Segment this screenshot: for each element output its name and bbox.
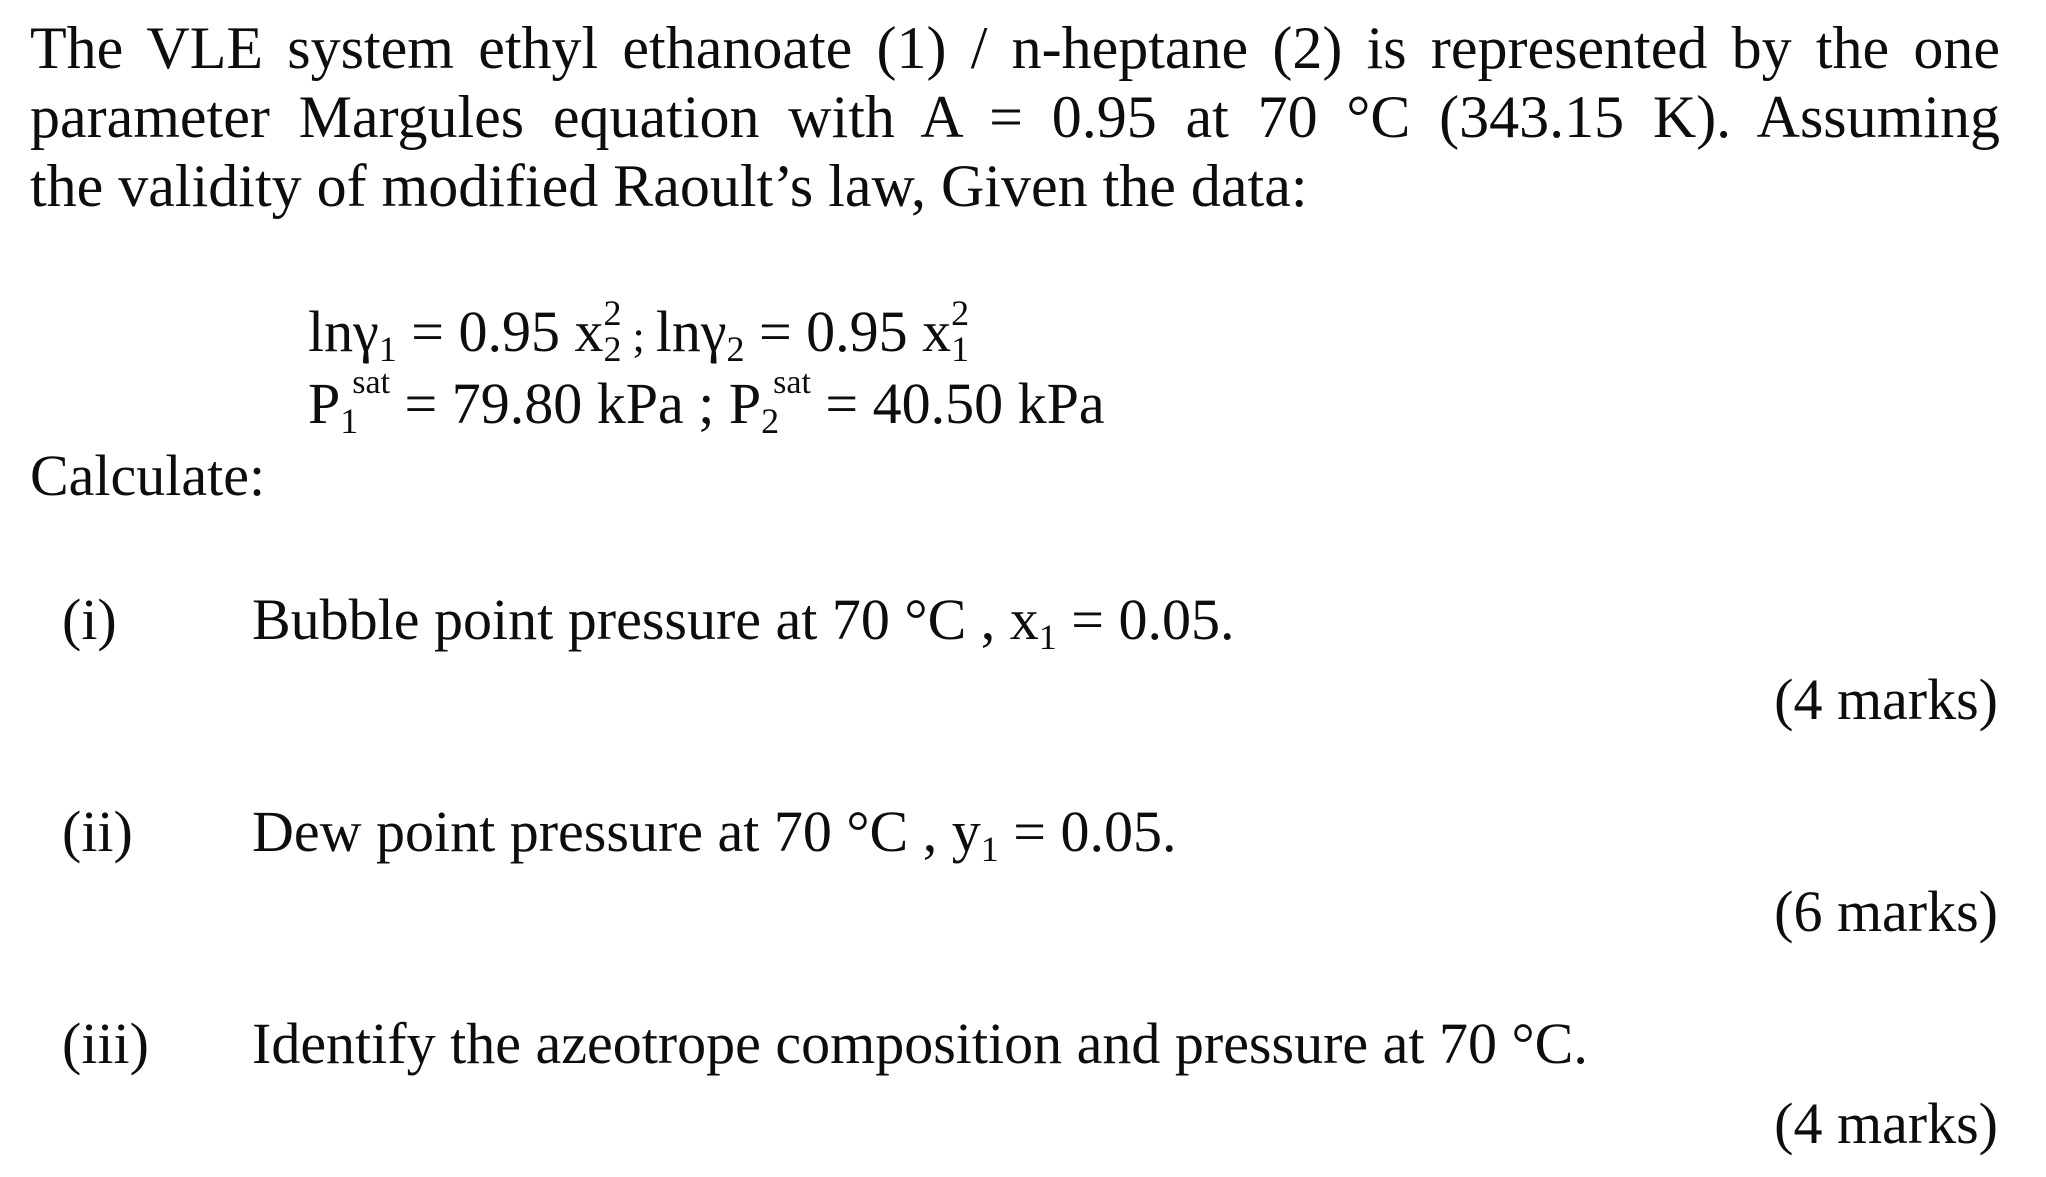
ln-gamma2-label: lnγ: [655, 299, 727, 364]
problem-statement: [30, 14, 2000, 221]
question-3-text-main: Identify the azeotrope composition and pressure at 70 °C.: [252, 1011, 1588, 1076]
p1-sat-value: = 79.80 kPa ;: [390, 371, 729, 436]
p1-sat-label: P: [308, 371, 341, 436]
p1-subscript: 1: [340, 401, 359, 441]
question-2-marks: (6 marks): [1774, 879, 1998, 944]
question-1-text: [252, 586, 1235, 657]
p2-subscript: 2: [761, 401, 780, 441]
ln-gamma1-x-subscript: 2: [603, 329, 622, 369]
question-2-text: [252, 798, 1177, 869]
question-1-marks: (4 marks): [1774, 667, 1998, 732]
question-2-text-main: Dew point pressure at 70 °C , y: [252, 799, 981, 864]
calculate-heading: Calculate:: [30, 443, 266, 508]
question-2-text-value: = 0.05.: [998, 799, 1177, 864]
activity-coefficient-equations: [308, 293, 970, 369]
saturation-pressure-equations: [308, 364, 1105, 441]
problem-statement-line-2: parameter Margules equation with A = 0.95 at 70 °C (343.15 K). Assuming: [30, 84, 2000, 150]
question-1-text-value: = 0.05.: [1056, 587, 1235, 652]
question-1-text-main: Bubble point pressure at 70 °C , x: [252, 587, 1039, 652]
p1-superscript: sat: [352, 364, 391, 401]
ln-gamma2-x-subscript: 1: [951, 329, 970, 369]
p2-sat-value: = 40.50 kPa: [810, 371, 1105, 436]
p2-superscript: sat: [773, 364, 811, 401]
question-1-variable-subscript: 1: [1038, 617, 1057, 657]
ln-gamma1-rhs: = 0.95 x: [396, 299, 604, 364]
question-3-marks: (4 marks): [1774, 1091, 1998, 1156]
p2-sat-label: P: [728, 371, 762, 436]
question-1-number: (i): [62, 587, 117, 652]
ln-gamma2-exponent: 2: [951, 293, 970, 333]
equation-separator: ;: [621, 312, 656, 361]
problem-statement-line-3: the validity of modified Raoult’s law, Given the data:: [30, 153, 1308, 219]
ln-gamma1-label: lnγ: [308, 299, 379, 364]
question-3-text: [252, 1010, 1588, 1077]
ln-gamma1-exponent: 2: [603, 293, 622, 333]
question-2-number: (ii): [62, 799, 133, 864]
ln-gamma1-subscript: 1: [378, 329, 397, 369]
ln-gamma2-subscript: 2: [726, 329, 745, 369]
question-2-variable-subscript: 1: [980, 829, 999, 869]
problem-statement-line-1: The VLE system ethyl ethanoate (1) / n-heptane (2) is represented by the one: [30, 15, 2000, 81]
question-3-number: (iii): [62, 1011, 149, 1076]
ln-gamma2-rhs: = 0.95 x: [744, 299, 952, 364]
